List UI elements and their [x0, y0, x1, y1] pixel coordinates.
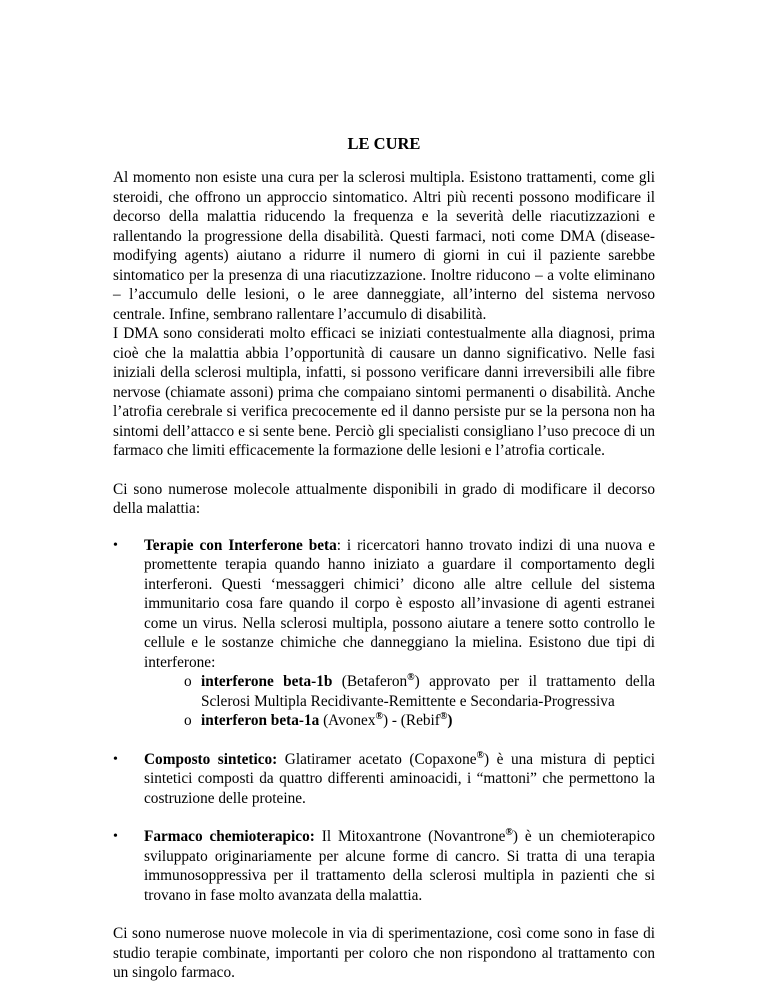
item-heading: Terapie con Interferone beta — [144, 536, 337, 554]
interferone-sublist — [144, 672, 655, 731]
page-title: LE CURE — [347, 134, 421, 153]
sub-item-beta-1b: o interferone beta-1b (Betaferon®) approvato per il trattamento della Sclerosi Multipla Recidivante-Remittente e Secondaria-Progressiva — [184, 671, 655, 710]
bullet-icon: • — [113, 829, 118, 844]
circle-bullet-icon: o — [184, 673, 192, 690]
registered-mark: ® — [505, 826, 513, 838]
registered-mark: ® — [476, 749, 485, 761]
list-item-chemioterapico: • Farmaco chemioterapico: Il Mitoxantrone (Novantrone®) è un chemioterapico sviluppato originariamente per alcune forme di cancro. Si tratta di una terapia immunosoppressiva per il trattamento della sclerosi multipla in pazienti che si trovano in fase molto avanzata della malattia. — [113, 826, 656, 904]
sub-item-beta-1a: o interferon beta-1a (Avonex®) - (Rebif®) — [184, 710, 453, 729]
registered-mark: ® — [439, 710, 448, 722]
drug-name: interferon beta-1a — [201, 712, 320, 729]
intro-paragraph: Al momento non esiste una cura per la sclerosi multipla. Esistono trattamenti, come gli steroidi, che offrono un approccio sintomatico. Altri più recenti possono modificare il decorso della malattia riducendo la frequenza e la severità delle riacutizzazioni e rallentando la progressione della disabilità. Questi farmaci, noti come DMA (disease-modifying agents) aiutano a ridurre il numero di giorni in cui il paziente sarebbe sintomatico per la presenza di una riacutizzazione. Inoltre riducono – a volte eliminano – l’accumulo delle lesioni, o le aree danneggiate, all’interno del sistema nervoso centrale. Infine, sembrano rallentare l’accumulo di disabilità. — [113, 169, 655, 323]
treatment-list — [113, 536, 655, 906]
intro-paragraph-dma: I DMA sono considerati molto efficaci se iniziati contestualmente alla diagnosi, prima cioè che la malattia abbia l’opportunità di causare un danno significativo. Nelle fasi iniziali della sclerosi multipla, infatti, si possono verificare danni irreversibili alle fibre nervose (chiamate assoni) prima che compaiano sintomi permanenti o disabilità. Anche l’atrofia cerebrale si verifica precocemente ed il danno persiste pur se la persona non ha sintomi dell’attacco e si sente bene. Perciò gli specialisti consigliano l’uso precoce di un farmaco che limiti efficacemente la formazione delle lesioni e l’atrofia corticale. — [113, 325, 655, 459]
document-body — [113, 134, 655, 983]
item-heading: Farmaco chemioterapico: — [144, 828, 315, 845]
registered-mark: ® — [375, 710, 383, 722]
closing-paragraph: Ci sono numerose nuove molecole in via di sperimentazione, così come sono in fase di studio terapie combinate, importanti per coloro che non rispondono al trattamento con un singolo farmaco. — [113, 925, 655, 981]
registered-mark: ® — [407, 671, 415, 683]
circle-bullet-icon: o — [184, 712, 192, 729]
bullet-icon: • — [113, 537, 118, 553]
list-item-composto-sintetico: • Composto sintetico: Glatiramer acetato (Copaxone®) è una mistura di peptici sintetici composti da quattro differenti aminoacidi, i “mattoni” che permettono la costruzione delle proteine. — [113, 749, 655, 807]
list-item-interferone — [113, 536, 655, 731]
drug-name: interferone beta-1b — [201, 673, 333, 690]
bullet-icon: • — [113, 751, 118, 767]
item-text: : i ricercatori hanno trovato indizi di una nuova e promettente terapia quando hanno iniziato a guardare il comportamento degli interferoni. Questi ‘messaggeri chimici’ dicono alle altre cellule del sistema immunitario cosa fare quando il corpo è esposto all’invasione di agenti estranei come un virus. Nella sclerosi multipla, possono aiutare a tenere sotto controllo le cellule e le sostanze chimiche che danneggiano la mielina. Esistono due tipi di interferone: — [144, 536, 655, 671]
item-heading: Composto sintetico: — [144, 750, 278, 768]
molecules-intro-paragraph: Ci sono numerose molecole attualmente disponibili in grado di modificare il decorso della malattia: — [113, 480, 655, 517]
